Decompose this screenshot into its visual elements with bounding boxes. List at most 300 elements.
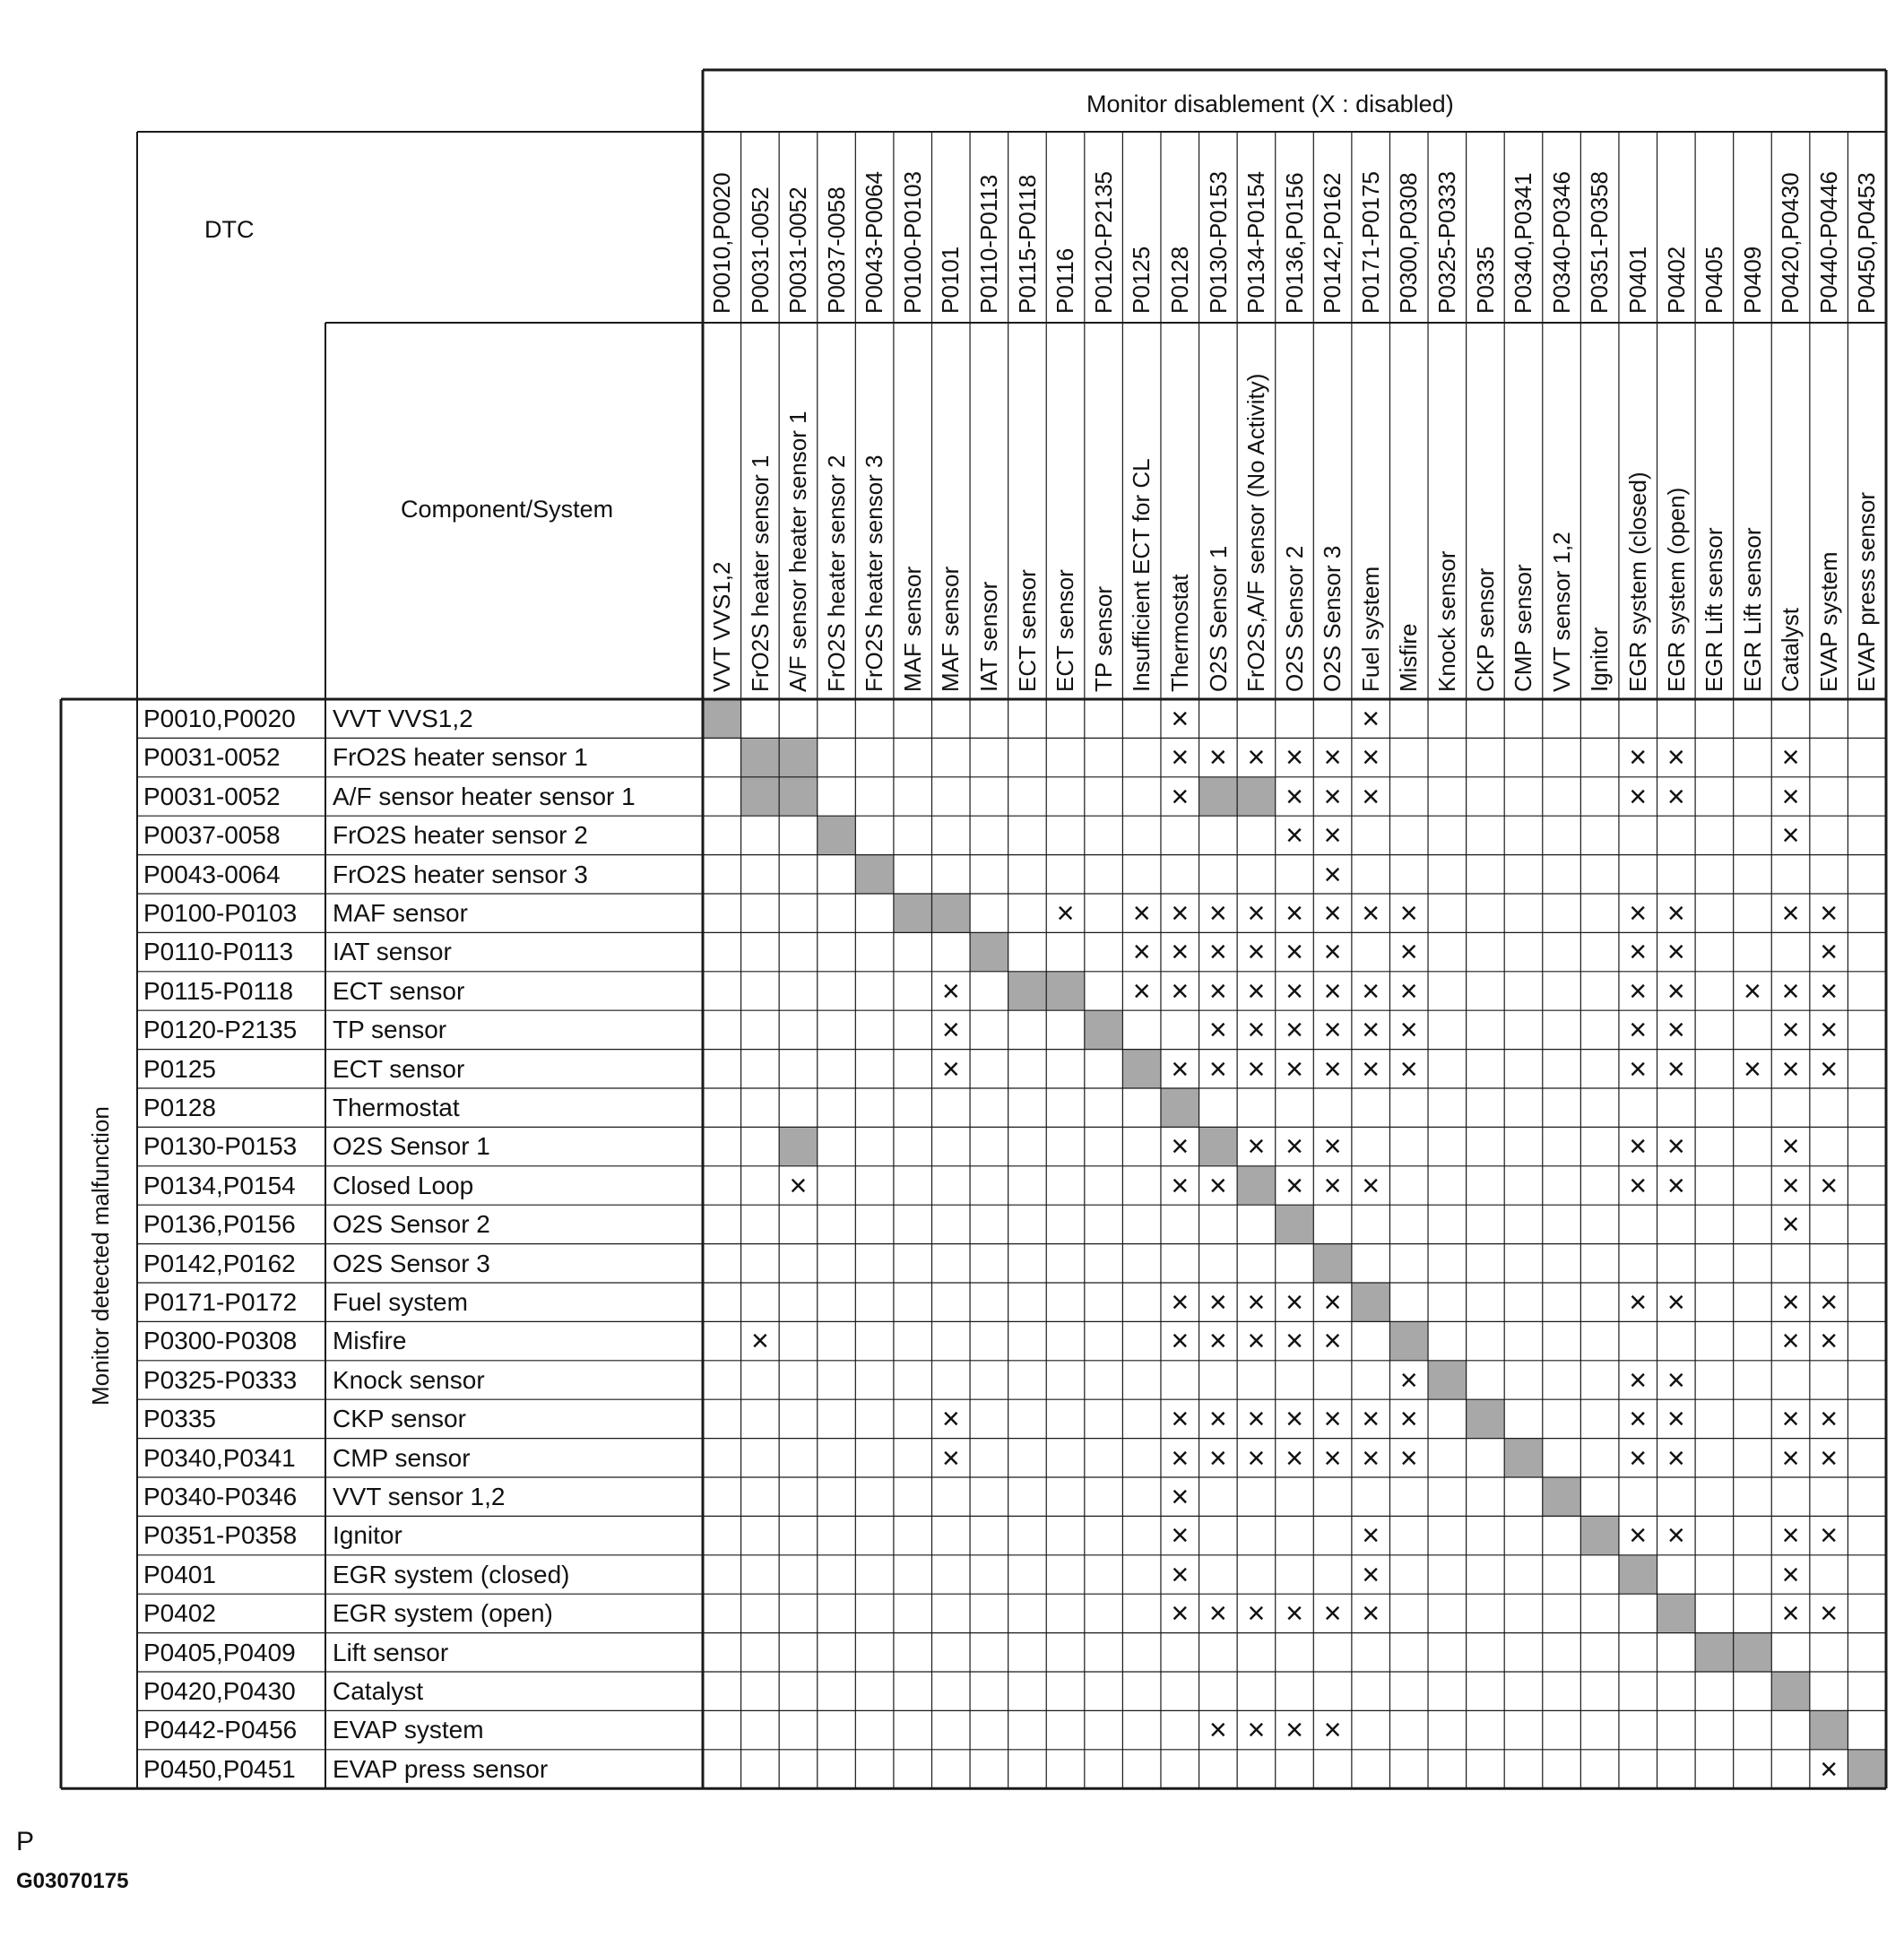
column-code: P0340-P0346 <box>1547 170 1575 314</box>
disabled-mark: × <box>1781 818 1800 853</box>
shaded-cell <box>703 699 741 738</box>
disabled-mark: × <box>1171 740 1190 775</box>
footer-letter: P <box>16 1827 35 1856</box>
column-name: Misfire <box>1395 623 1423 692</box>
disabled-mark: × <box>1323 1713 1342 1748</box>
component-system-header: Component/System <box>401 496 614 523</box>
disabled-mark: × <box>1247 1013 1266 1048</box>
disabled-mark: × <box>1323 818 1342 853</box>
disabled-mark: × <box>1208 1441 1227 1475</box>
disabled-mark: × <box>1285 779 1303 814</box>
disabled-mark: × <box>1171 973 1190 1008</box>
disabled-mark: × <box>1285 1285 1303 1319</box>
disabled-mark: × <box>1323 1168 1342 1203</box>
row-dtc: P0125 <box>143 1054 216 1083</box>
column-name: Knock sensor <box>1433 550 1461 692</box>
disabled-mark: × <box>1362 740 1380 775</box>
disabled-mark: × <box>1323 1013 1342 1048</box>
disabled-mark: × <box>1666 1285 1685 1319</box>
row-dtc: P0402 <box>143 1599 216 1628</box>
disabled-mark: × <box>1781 1324 1800 1359</box>
disabled-mark: × <box>1247 896 1266 930</box>
row-component: O2S Sensor 3 <box>333 1249 490 1277</box>
row-component: FrO2S heater sensor 1 <box>333 743 588 772</box>
disabled-mark: × <box>750 1324 769 1359</box>
column-code: P0031-0052 <box>746 186 774 314</box>
shaded-cell <box>741 777 780 816</box>
disabled-mark: × <box>1247 1051 1266 1086</box>
row-dtc: P0120-P2135 <box>143 1016 298 1044</box>
column-name: FrO2S heater sensor 3 <box>861 454 888 692</box>
disabled-mark: × <box>1820 1441 1839 1475</box>
column-code: P0409 <box>1738 246 1766 314</box>
disabled-mark: × <box>1399 935 1418 970</box>
row-component: EVAP press sensor <box>333 1754 549 1783</box>
disabled-mark: × <box>1820 1324 1839 1359</box>
row-dtc: P0037-0058 <box>143 821 281 850</box>
row-dtc: P0010,P0020 <box>143 705 296 732</box>
disabled-mark: × <box>1629 1285 1648 1319</box>
disabled-mark: × <box>941 1013 960 1048</box>
column-name: FrO2S heater sensor 1 <box>746 454 774 692</box>
shaded-cell <box>779 738 818 776</box>
shaded-cell <box>1122 1050 1161 1088</box>
column-name: Insufficient ECT for CL <box>1128 458 1155 692</box>
disabled-mark: × <box>1323 1051 1342 1086</box>
disabled-mark: × <box>1629 973 1648 1008</box>
row-component: Fuel system <box>333 1288 468 1316</box>
column-code: P0134-P0154 <box>1242 170 1270 314</box>
disabled-mark: × <box>1208 973 1227 1008</box>
column-name: EGR Lift sensor <box>1701 527 1728 692</box>
disabled-mark: × <box>1323 1285 1342 1319</box>
shaded-cell <box>970 932 1008 971</box>
disabled-mark: × <box>1399 973 1418 1008</box>
disabled-mark: × <box>1285 973 1303 1008</box>
disabled-mark: × <box>1171 1324 1190 1359</box>
row-dtc: P0171-P0172 <box>143 1288 298 1316</box>
row-component: Closed Loop <box>333 1171 474 1199</box>
column-code: P0115-P0118 <box>1013 174 1041 314</box>
column-name: VVT sensor 1,2 <box>1547 532 1575 692</box>
column-code: P0136,P0156 <box>1280 172 1308 314</box>
disabled-mark: × <box>1744 973 1761 1008</box>
row-dtc: P0110-P0113 <box>143 938 294 966</box>
disabled-mark: × <box>1323 1402 1342 1437</box>
shaded-cell <box>779 777 818 816</box>
row-dtc: P0130-P0153 <box>143 1132 298 1161</box>
disabled-mark: × <box>1781 1051 1800 1086</box>
disabled-mark: × <box>1171 1129 1190 1164</box>
column-code: P0037-0058 <box>822 186 850 314</box>
row-dtc: P0340,P0341 <box>143 1443 296 1472</box>
row-component: Catalyst <box>333 1677 424 1705</box>
shaded-cell <box>1389 1321 1428 1360</box>
disabled-mark: × <box>1820 1285 1839 1319</box>
disabled-mark: × <box>1781 1207 1800 1242</box>
shaded-cell <box>1237 777 1276 816</box>
disabled-mark: × <box>1781 1518 1800 1553</box>
row-component: A/F sensor heater sensor 1 <box>333 782 636 810</box>
disabled-mark: × <box>1781 1402 1800 1437</box>
shaded-cell <box>855 855 894 894</box>
column-name: EVAP press sensor <box>1853 491 1881 692</box>
disabled-mark: × <box>1781 1129 1800 1164</box>
row-component: FrO2S heater sensor 2 <box>333 821 588 850</box>
disabled-mark: × <box>941 973 960 1008</box>
column-code: P0125 <box>1128 246 1155 314</box>
column-code: P0401 <box>1623 246 1651 314</box>
shaded-cell <box>1580 1516 1619 1554</box>
disabled-mark: × <box>1171 896 1190 930</box>
column-code: P0335 <box>1471 246 1499 314</box>
row-dtc: P0420,P0430 <box>143 1677 296 1705</box>
row-dtc: P0100-P0103 <box>143 899 298 927</box>
disabled-mark: × <box>1629 1013 1648 1048</box>
disabled-mark: × <box>1781 740 1800 775</box>
shaded-cell <box>1008 972 1047 1010</box>
row-component: IAT sensor <box>333 938 452 966</box>
row-dtc: P0142,P0162 <box>143 1249 296 1277</box>
column-code: P0405 <box>1701 246 1728 314</box>
shaded-cell <box>931 894 970 932</box>
row-dtc: P0134,P0154 <box>143 1171 296 1199</box>
shaded-cell <box>1771 1672 1810 1710</box>
disabled-mark: × <box>1285 818 1303 853</box>
shaded-cell <box>1619 1555 1657 1594</box>
disabled-mark: × <box>1171 935 1190 970</box>
column-code: P0031-0052 <box>784 186 812 314</box>
disabled-mark: × <box>1362 1596 1380 1631</box>
shaded-cell <box>1428 1361 1467 1399</box>
disabled-mark: × <box>1323 1129 1342 1164</box>
row-component: Lift sensor <box>333 1638 449 1666</box>
disabled-mark: × <box>1820 935 1839 970</box>
shaded-cell <box>1734 1633 1772 1672</box>
row-dtc: P0128 <box>143 1094 216 1121</box>
dtc-header: DTC <box>204 216 255 243</box>
row-dtc: P0043-0064 <box>143 860 281 888</box>
disabled-mark: × <box>1399 1402 1418 1437</box>
disabled-mark: × <box>1285 1168 1303 1203</box>
disabled-mark: × <box>1247 1596 1266 1631</box>
shaded-cell <box>1161 1088 1199 1127</box>
row-component: CMP sensor <box>333 1443 471 1472</box>
row-dtc: P0136,P0156 <box>143 1210 296 1239</box>
shaded-cell <box>779 1127 818 1165</box>
disabled-mark: × <box>1820 1402 1839 1437</box>
shaded-cell <box>741 738 780 776</box>
column-name: FrO2S heater sensor 2 <box>822 454 850 692</box>
disabled-mark: × <box>1666 1363 1685 1397</box>
disabled-mark: × <box>1629 1518 1648 1553</box>
shaded-cell <box>1695 1633 1734 1672</box>
disabled-mark: × <box>1744 1051 1761 1086</box>
column-code: P0171-P0175 <box>1356 170 1384 314</box>
disabled-mark: × <box>1781 1013 1800 1048</box>
disabled-mark: × <box>1820 1518 1839 1553</box>
disabled-mark: × <box>1285 740 1303 775</box>
column-name: EGR system (closed) <box>1623 472 1651 692</box>
row-component: Ignitor <box>333 1521 402 1550</box>
disabled-mark: × <box>1323 1441 1342 1475</box>
disabled-mark: × <box>1247 973 1266 1008</box>
disabled-mark: × <box>1781 779 1800 814</box>
row-component: EGR system (open) <box>333 1599 553 1628</box>
row-component: EVAP system <box>333 1716 484 1744</box>
disabled-mark: × <box>1285 1713 1303 1748</box>
column-name: O2S Sensor 2 <box>1280 545 1308 692</box>
disabled-mark: × <box>1666 1168 1685 1203</box>
disabled-mark: × <box>1629 1363 1648 1397</box>
disabled-mark: × <box>1208 935 1227 970</box>
column-name: ECT sensor <box>1052 569 1079 692</box>
column-name: EGR system (open) <box>1662 487 1690 692</box>
disabled-mark: × <box>1362 779 1380 814</box>
disabled-mark: × <box>1285 1129 1303 1164</box>
disabled-mark: × <box>1285 896 1303 930</box>
column-code: P0100-P0103 <box>898 170 926 314</box>
disabled-mark: × <box>1132 896 1151 930</box>
disabled-mark: × <box>1285 1441 1303 1475</box>
column-code: P0130-P0153 <box>1204 170 1232 314</box>
row-dtc: P0351-P0358 <box>143 1521 298 1550</box>
shaded-cell <box>1276 1205 1314 1243</box>
disabled-mark: × <box>1323 935 1342 970</box>
shaded-cell <box>1848 1750 1886 1788</box>
disabled-mark: × <box>1247 1324 1266 1359</box>
shaded-cell <box>818 816 856 854</box>
disabled-mark: × <box>1171 702 1190 736</box>
column-name: CMP sensor <box>1510 564 1537 692</box>
column-name: VVT VVS1,2 <box>708 561 735 692</box>
column-code: P0450,P0453 <box>1853 172 1881 314</box>
row-component: O2S Sensor 2 <box>333 1210 490 1239</box>
column-code: P0120-P2135 <box>1089 170 1117 314</box>
disabled-mark: × <box>1629 779 1648 814</box>
row-component: Misfire <box>333 1327 407 1355</box>
disabled-mark: × <box>1629 935 1648 970</box>
disabled-mark: × <box>1362 1518 1380 1553</box>
column-code: P0128 <box>1165 246 1193 314</box>
disabled-mark: × <box>1362 973 1380 1008</box>
column-code: P0300,P0308 <box>1395 172 1423 314</box>
disabled-mark: × <box>1247 1402 1266 1437</box>
row-component: ECT sensor <box>333 976 465 1005</box>
disabled-mark: × <box>941 1051 960 1086</box>
disabled-mark: × <box>1323 1596 1342 1631</box>
disabled-mark: × <box>1171 1596 1190 1631</box>
disabled-mark: × <box>1132 935 1151 970</box>
column-name: Ignitor <box>1586 627 1614 692</box>
disabled-mark: × <box>1285 1051 1303 1086</box>
row-component: VVT VVS1,2 <box>333 705 473 732</box>
disabled-mark: × <box>941 1402 960 1437</box>
disabled-mark: × <box>1323 857 1342 892</box>
column-name: Thermostat <box>1165 574 1193 692</box>
column-name: Fuel system <box>1356 566 1384 692</box>
shaded-cell <box>1199 777 1238 816</box>
disabled-mark: × <box>1666 1013 1685 1048</box>
disabled-mark: × <box>1820 1051 1839 1086</box>
disabled-mark: × <box>1629 1441 1648 1475</box>
shaded-cell <box>1313 1244 1352 1283</box>
disabled-mark: × <box>1208 1168 1227 1203</box>
disabled-mark: × <box>1171 1402 1190 1437</box>
disabled-mark: × <box>1362 1557 1380 1592</box>
row-component: ECT sensor <box>333 1054 465 1083</box>
disabled-mark: × <box>1399 896 1418 930</box>
disabled-mark: × <box>1285 935 1303 970</box>
disabled-mark: × <box>1362 702 1380 736</box>
disabled-mark: × <box>1820 1596 1839 1631</box>
row-component: VVT sensor 1,2 <box>333 1483 506 1510</box>
disabled-mark: × <box>1171 1441 1190 1475</box>
disabled-mark: × <box>1820 973 1839 1008</box>
column-code: P0101 <box>937 246 965 314</box>
disabled-mark: × <box>789 1168 808 1203</box>
shaded-cell <box>1237 1166 1276 1205</box>
column-code: P0340,P0341 <box>1510 172 1537 314</box>
disabled-mark: × <box>1781 896 1800 930</box>
disabled-mark: × <box>1781 973 1800 1008</box>
shaded-cell <box>1504 1439 1543 1477</box>
disabled-mark: × <box>1247 1285 1266 1319</box>
shaded-cell <box>1352 1283 1390 1321</box>
disabled-mark: × <box>1208 1051 1227 1086</box>
disabled-mark: × <box>1399 1441 1418 1475</box>
disabled-mark: × <box>1132 973 1151 1008</box>
disabled-mark: × <box>1208 1713 1227 1748</box>
disabled-mark: × <box>1399 1051 1418 1086</box>
column-code: P0116 <box>1052 247 1079 314</box>
disabled-mark: × <box>1629 1402 1648 1437</box>
disabled-mark: × <box>1629 1168 1648 1203</box>
disabled-mark: × <box>1208 1013 1227 1048</box>
disabled-mark: × <box>1362 1051 1380 1086</box>
row-dtc: P0115-P0118 <box>143 976 294 1005</box>
disabled-mark: × <box>1285 1013 1303 1048</box>
disabled-mark: × <box>1285 1402 1303 1437</box>
column-name: MAF sensor <box>898 566 926 692</box>
disabled-mark: × <box>1666 973 1685 1008</box>
disabled-mark: × <box>1171 779 1190 814</box>
disabled-mark: × <box>1781 1285 1800 1319</box>
disabled-mark: × <box>1247 1441 1266 1475</box>
row-dtc: P0340-P0346 <box>143 1483 298 1510</box>
disabled-mark: × <box>1208 896 1227 930</box>
column-code: P0440-P0446 <box>1814 170 1842 314</box>
row-dtc: P0325-P0333 <box>143 1365 298 1394</box>
row-component: MAF sensor <box>333 899 468 927</box>
column-name: O2S Sensor 1 <box>1204 545 1232 692</box>
monitor-disablement-header: Monitor disablement (X : disabled) <box>1086 91 1454 117</box>
row-component: EGR system (closed) <box>333 1560 570 1588</box>
column-name: O2S Sensor 3 <box>1319 545 1346 692</box>
disabled-mark: × <box>1247 935 1266 970</box>
disabled-mark: × <box>941 1441 960 1475</box>
row-dtc: P0442-P0456 <box>143 1716 298 1744</box>
figure-code: G03070175 <box>16 1869 129 1893</box>
disabled-mark: × <box>1362 896 1380 930</box>
disabled-mark: × <box>1666 740 1685 775</box>
row-component: FrO2S heater sensor 3 <box>333 860 588 888</box>
column-code: P0010,P0020 <box>708 172 735 314</box>
disabled-mark: × <box>1323 896 1342 930</box>
disabled-mark: × <box>1056 896 1075 930</box>
disabled-mark: × <box>1629 1129 1648 1164</box>
column-code: P0110-P0113 <box>975 174 1003 314</box>
disabled-mark: × <box>1247 740 1266 775</box>
disabled-mark: × <box>1399 1013 1418 1048</box>
row-dtc: P0401 <box>143 1560 216 1588</box>
column-code: P0043-P0064 <box>861 170 888 314</box>
disabled-mark: × <box>1820 1752 1839 1787</box>
column-name: A/F sensor heater sensor 1 <box>784 411 812 692</box>
disabled-mark: × <box>1171 1168 1190 1203</box>
shaded-cell <box>1657 1594 1696 1632</box>
shaded-cell <box>1199 1127 1238 1165</box>
disabled-mark: × <box>1820 1013 1839 1048</box>
disabled-mark: × <box>1362 1013 1380 1048</box>
disabled-mark: × <box>1323 973 1342 1008</box>
column-code: P0325-P0333 <box>1433 170 1461 314</box>
row-dtc: P0031-0052 <box>143 782 281 810</box>
column-code: P0420,P0430 <box>1777 172 1804 314</box>
disabled-mark: × <box>1208 1596 1227 1631</box>
column-name: TP sensor <box>1089 585 1117 692</box>
shaded-cell <box>1046 972 1085 1010</box>
disabled-mark: × <box>1666 779 1685 814</box>
disabled-mark: × <box>1362 1402 1380 1437</box>
column-code: P0142,P0162 <box>1319 172 1346 314</box>
disabled-mark: × <box>1666 1518 1685 1553</box>
disabled-mark: × <box>1285 1596 1303 1631</box>
disabled-mark: × <box>1247 1713 1266 1748</box>
disabled-mark: × <box>1171 1051 1190 1086</box>
disabled-mark: × <box>1171 1285 1190 1319</box>
row-component: Thermostat <box>333 1094 460 1121</box>
disabled-mark: × <box>1820 1168 1839 1203</box>
row-dtc: P0335 <box>143 1405 216 1433</box>
row-component: TP sensor <box>333 1016 447 1044</box>
disabled-mark: × <box>1362 1168 1380 1203</box>
disabled-mark: × <box>1666 1051 1685 1086</box>
disabled-mark: × <box>1208 1324 1227 1359</box>
disabled-mark: × <box>1666 1441 1685 1475</box>
disabled-mark: × <box>1171 1557 1190 1592</box>
shaded-cell <box>1810 1710 1848 1749</box>
disabled-mark: × <box>1629 896 1648 930</box>
disabled-mark: × <box>1323 1324 1342 1359</box>
disabled-mark: × <box>1323 779 1342 814</box>
disabled-mark: × <box>1781 1441 1800 1475</box>
disabled-mark: × <box>1666 896 1685 930</box>
column-name: ECT sensor <box>1013 569 1041 692</box>
column-code: P0351-P0358 <box>1586 170 1614 314</box>
disabled-mark: × <box>1285 1324 1303 1359</box>
row-component: CKP sensor <box>333 1405 466 1433</box>
row-dtc: P0031-0052 <box>143 743 281 772</box>
shaded-cell <box>1543 1477 1581 1516</box>
disabled-mark: × <box>1171 1480 1190 1514</box>
disabled-mark: × <box>1666 1129 1685 1164</box>
column-code: P0402 <box>1662 246 1690 314</box>
disabled-mark: × <box>1781 1168 1800 1203</box>
row-dtc: P0450,P0451 <box>143 1754 296 1783</box>
row-dtc: P0405,P0409 <box>143 1638 296 1666</box>
shaded-cell <box>894 894 932 932</box>
